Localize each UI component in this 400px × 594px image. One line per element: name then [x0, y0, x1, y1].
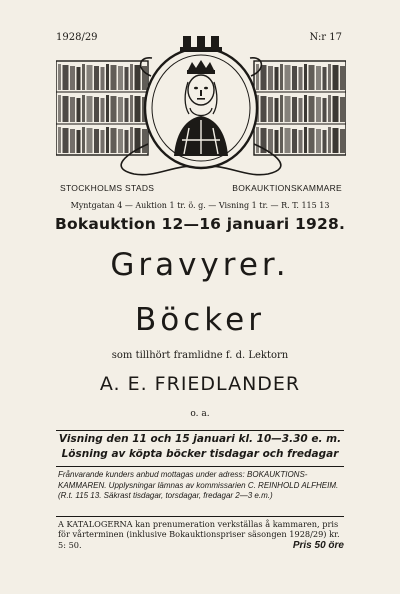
viewing-hours: Visning den 11 och 15 januari kl. 10—3.30 e. m.: [58, 433, 342, 445]
year-label: 1928/29: [56, 32, 98, 43]
divider: [56, 466, 344, 467]
crest-vignette: [56, 36, 346, 186]
owner-intro: som tillhört framlidne f. d. Lektorn: [111, 350, 289, 361]
issue-number: N:r 17: [309, 32, 342, 43]
catalog-subscription-note: A KATALOGERNA kan prenumeration verkställas å kammaren, pris för vårterminen (inklusive Bokauktionspriser säsongen 1928/29) kr. 5: 50.: [58, 519, 340, 550]
absentee-bids-note: Frånvarande kunders anbud mottagas under adress: BOKAUKTIONS-KAMMAREN. Upplysningar lämnas av kommissarien C. REINHOLD ALFHEIM. (R.t. 115 13. Säkrast tisdagar, torsdagar, fredagar 2—3 e.m.): [58, 470, 339, 501]
title-engravings: Gravyrer.: [110, 247, 290, 283]
divider: [56, 516, 344, 517]
auction-date-heading: Bokauktion 12—16 januari 1928.: [54, 215, 346, 233]
title-books: Böcker: [135, 302, 265, 338]
price-label: Pris 50 öre: [292, 540, 344, 551]
pickup-days: Lösning av köpta böcker tisdagar och fredagar: [61, 448, 339, 460]
owner-name: A. E. FRIEDLANDER: [99, 373, 301, 395]
address-line: Myntgatan 4 — Auktion 1 tr. ö. g. — Visning 1 tr. — R. T. 115 13: [70, 201, 330, 210]
saint-eric-crest-icon: [145, 36, 257, 168]
owner-suffix: o. a.: [190, 409, 210, 419]
crest-caption-right: BOKAUKTIONSKAMMARE: [232, 183, 342, 193]
divider: [56, 430, 344, 431]
bookshelf-right-icon: [254, 61, 346, 155]
bookshelf-left-icon: [56, 61, 148, 155]
crest-caption-left: STOCKHOLMS STADS: [60, 183, 155, 193]
